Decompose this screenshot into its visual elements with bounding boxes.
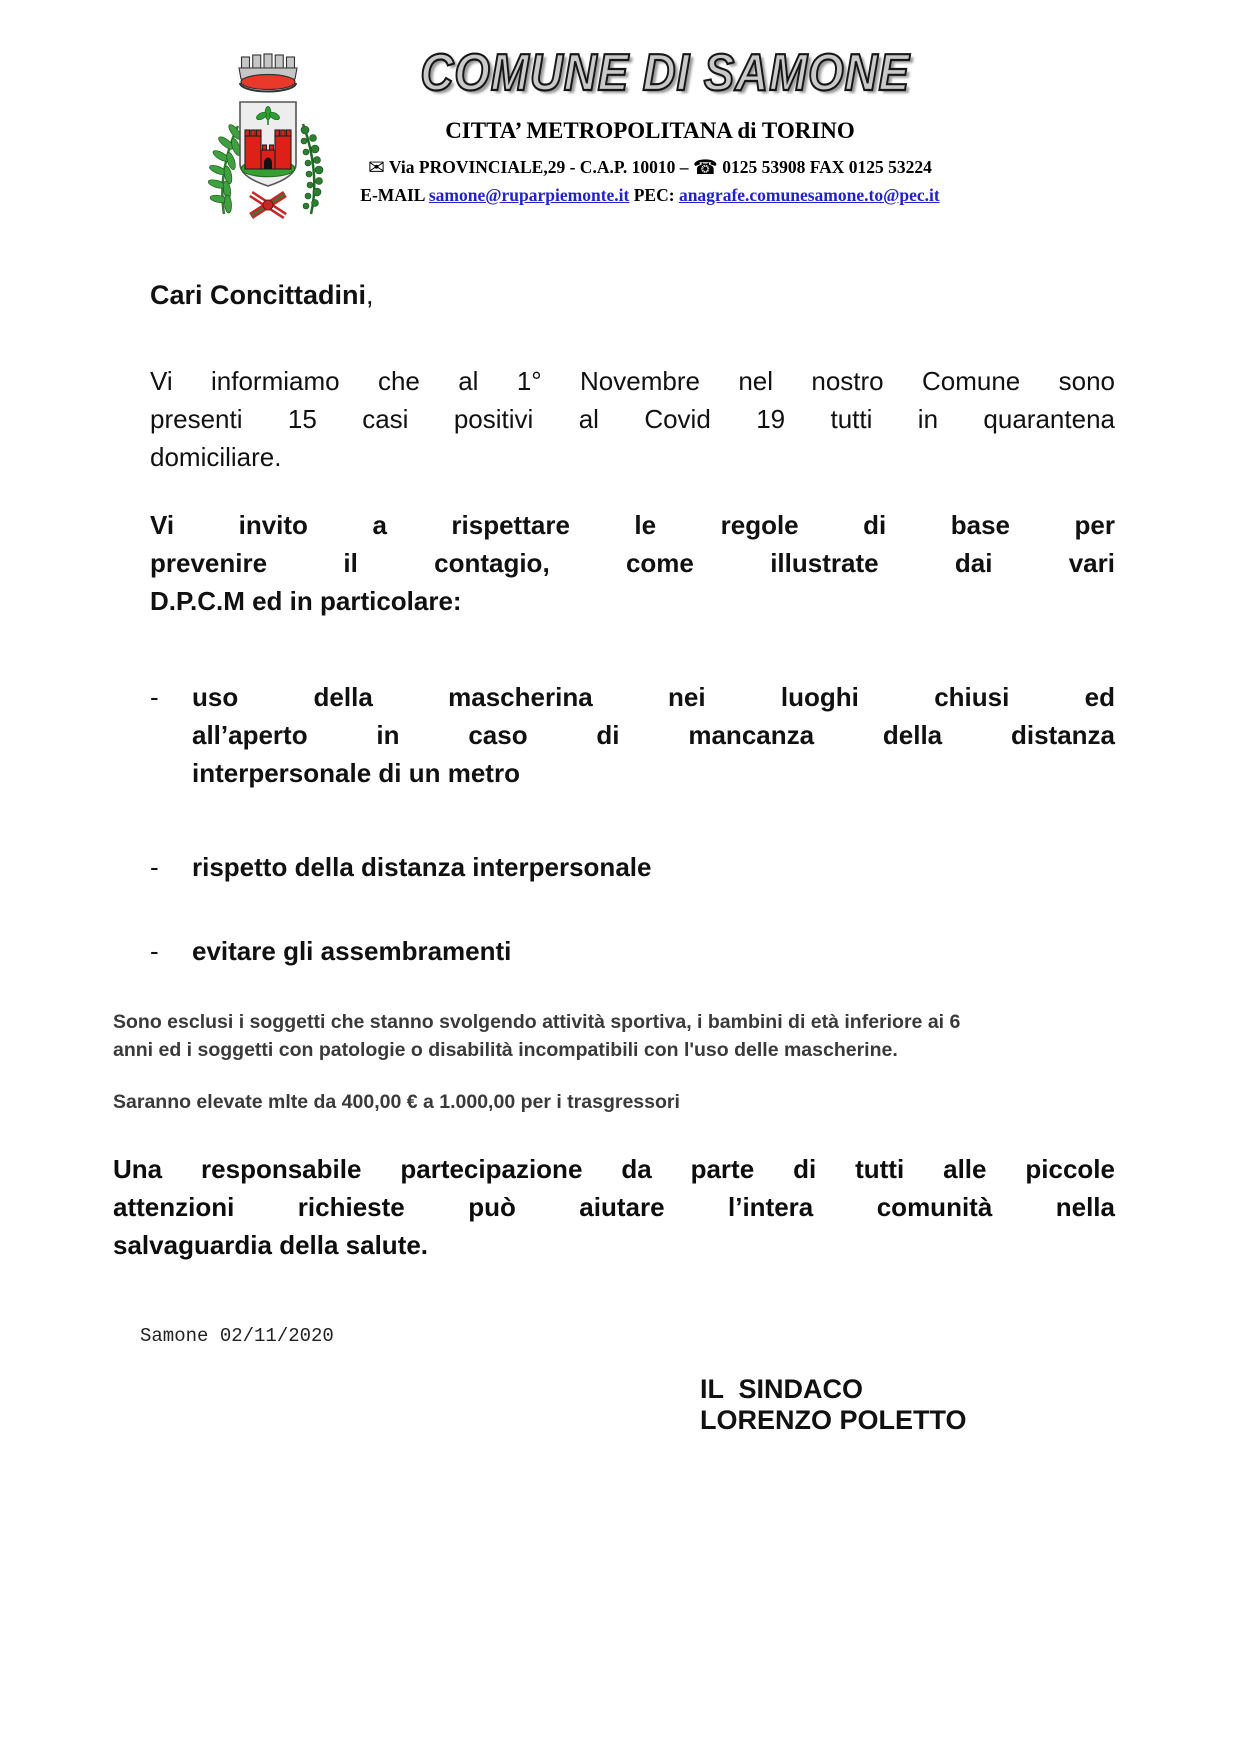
bullet-dash: - bbox=[150, 682, 159, 712]
laurel-branch-icon bbox=[207, 123, 243, 214]
list-item bbox=[150, 848, 1115, 886]
invitation-paragraph: Vi invito a rispettare le regole di base per prevenire il contagio, come illustrate dai vari D.P.C.M ed in particolare: bbox=[150, 510, 1115, 616]
signature-block bbox=[700, 1374, 1240, 1436]
pec-label: PEC: bbox=[633, 185, 675, 205]
ribbon-icon bbox=[251, 194, 285, 216]
phone-fax-text: 0125 53908 FAX 0125 53224 bbox=[722, 157, 932, 177]
shield-icon bbox=[240, 102, 296, 186]
intro-paragraph: Vi informiamo che al 1° Novembre nel nostro Comune sono presenti 15 casi positivi al Covid 19 tutti in quarantena domiciliare. bbox=[150, 366, 1115, 472]
signature-role: IL SINDACO bbox=[700, 1374, 864, 1404]
municipal-coat-of-arms bbox=[193, 46, 343, 231]
phone-icon: ☎ bbox=[692, 157, 718, 179]
envelope-icon: ✉ bbox=[368, 157, 385, 179]
rule-gatherings-text: evitare gli assembramenti bbox=[192, 936, 512, 966]
pec-link[interactable]: anagrafe.comunesamone.to@pec.it bbox=[678, 185, 940, 205]
coat-of-arms-icon bbox=[193, 46, 343, 231]
rule-mask-text: uso della mascherina nei luoghi chiusi ed all’aperto in caso di mancanza della distanza interpersonale di un metro bbox=[192, 682, 1115, 788]
list-item bbox=[150, 932, 1115, 970]
letterhead bbox=[0, 0, 1240, 206]
greeting bbox=[150, 276, 1240, 314]
rule-distance-text: rispetto della distanza interpersonale bbox=[192, 852, 652, 882]
fines-line: Saranno elevate mlte da 400,00 € a 1.000,00 per i trasgressori bbox=[113, 1091, 680, 1113]
exclusions-paragraph: Sono esclusi i soggetti che stanno svolgendo attività sportiva, i bambini di età inferiore ai 6 anni ed i soggetti con patologie o disabilità incompatibili con l'uso delle mascherine. bbox=[113, 1011, 961, 1061]
appeal-paragraph: Una responsabile partecipazione da parte di tutti alle piccole attenzioni richieste può aiutare l’intera comunità nella salvaguardia della salute. bbox=[113, 1154, 1115, 1260]
email-link[interactable]: samone@ruparpiemonte.it bbox=[428, 185, 630, 205]
list-item bbox=[150, 678, 1115, 792]
email-label: E-MAIL bbox=[360, 185, 425, 205]
signature-name: LORENZO POLETTO bbox=[700, 1405, 967, 1435]
bullet-dash: - bbox=[150, 936, 159, 966]
letter-body bbox=[0, 276, 1240, 1436]
oak-branch-icon bbox=[301, 124, 323, 214]
bullet-dash: - bbox=[150, 852, 159, 882]
page-title: COMUNE DI SAMONE bbox=[420, 44, 910, 102]
address-text: Via PROVINCIALE,29 - C.A.P. 10010 – bbox=[388, 157, 689, 177]
greeting-comma: , bbox=[366, 280, 374, 310]
place-date: Samone 02/11/2020 bbox=[140, 1325, 334, 1347]
mural-crown-icon bbox=[239, 54, 297, 92]
greeting-text: Cari Concittadini bbox=[150, 280, 367, 310]
rules-list bbox=[150, 678, 1115, 970]
metropolitan-city-line: CITTA’ METROPOLITANA di TORINO bbox=[445, 118, 855, 143]
